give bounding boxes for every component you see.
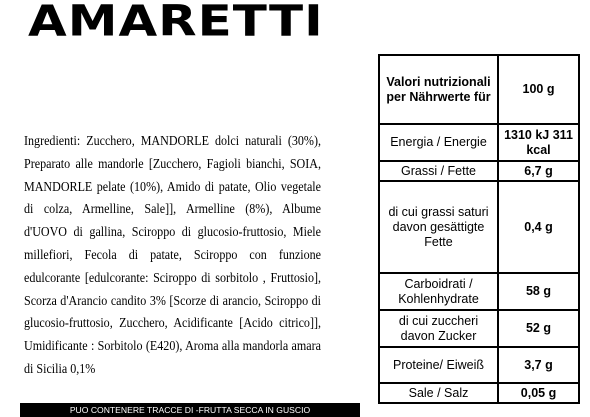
ingredients-segment: di gallina, Sciroppo di glucosio-fruttosio, Miele millefiori, Fecola di patate, Sciroppo con funzione edulcorante [edulcorante: Sciroppo di sorbitolo , Fruttosio], Scorza d'Arancio candito 3% [Scorze di arancio, Sciroppo di glucosio-fruttosio, Zucchero, Acidificante [Acido citrico]], Umidificante : Sorbitolo (E420), Aroma alla mandorla amara di Sicilia 0,1% bbox=[24, 224, 321, 376]
nutrition-header-row bbox=[379, 55, 579, 124]
ingredients-segment: , bbox=[317, 155, 321, 171]
nutrition-row-value: 52 g bbox=[498, 310, 579, 347]
nutrition-row-label: Energia / Energie bbox=[379, 124, 498, 161]
nutrition-row-value: 0,4 g bbox=[498, 181, 579, 273]
nutrition-row-label: Proteine/ Eiweiß bbox=[379, 347, 498, 383]
nutrition-row-value: 1310 kJ 311 kcal bbox=[498, 124, 579, 161]
nutrition-row-label: Grassi / Fette bbox=[379, 161, 498, 181]
ingredients-segment: Ingredienti: Zucchero, bbox=[24, 133, 141, 148]
nutrition-row bbox=[379, 310, 579, 347]
nutrition-row-label: di cui zuccheri davon Zucker bbox=[379, 310, 498, 347]
nutrition-row bbox=[379, 273, 579, 310]
product-title: AMARETTI bbox=[28, 0, 324, 46]
nutrition-row-label: di cui grassi saturi davon gesättigte Fette bbox=[379, 181, 498, 273]
nutrition-row bbox=[379, 347, 579, 383]
ingredients-segment: dolci naturali (30%), Preparato alle mandorle [Zucchero, Fagioli bianchi, bbox=[24, 133, 321, 171]
nutrition-row-value: 58 g bbox=[498, 273, 579, 310]
allergen-almonds: MANDORLE bbox=[24, 178, 93, 194]
allergen-warning-bar: PUO CONTENERE TRACCE DI -FRUTTA SECCA IN GUSCIO bbox=[20, 403, 360, 417]
nutrition-row-value: 0,05 g bbox=[498, 383, 579, 403]
nutrition-row-label: Carboidrati / Kohlenhydrate bbox=[379, 273, 498, 310]
allergen-almonds: MANDORLE bbox=[140, 133, 210, 148]
nutrition-row bbox=[379, 383, 579, 403]
allergen-soy: SOIA bbox=[289, 155, 318, 171]
ingredients-text bbox=[24, 130, 321, 381]
nutrition-header-value: 100 g bbox=[498, 55, 579, 124]
allergen-egg: UOVO bbox=[32, 224, 68, 240]
nutrition-row bbox=[379, 181, 579, 273]
nutrition-row bbox=[379, 161, 579, 181]
nutrition-row-value: 6,7 g bbox=[498, 161, 579, 181]
nutrition-row-value: 3,7 g bbox=[498, 347, 579, 383]
nutrition-table bbox=[378, 54, 580, 404]
nutrition-row-label: Sale / Salz bbox=[379, 383, 498, 403]
ingredients-segment: pelate (10%), Amido di patate, Olio vegetale di colza, Armelline, Sale]], Armelline (8%), Albume d' bbox=[24, 178, 321, 240]
nutrition-header-label: Valori nutrizionali per Nährwerte für bbox=[379, 55, 498, 124]
nutrition-row bbox=[379, 124, 579, 161]
